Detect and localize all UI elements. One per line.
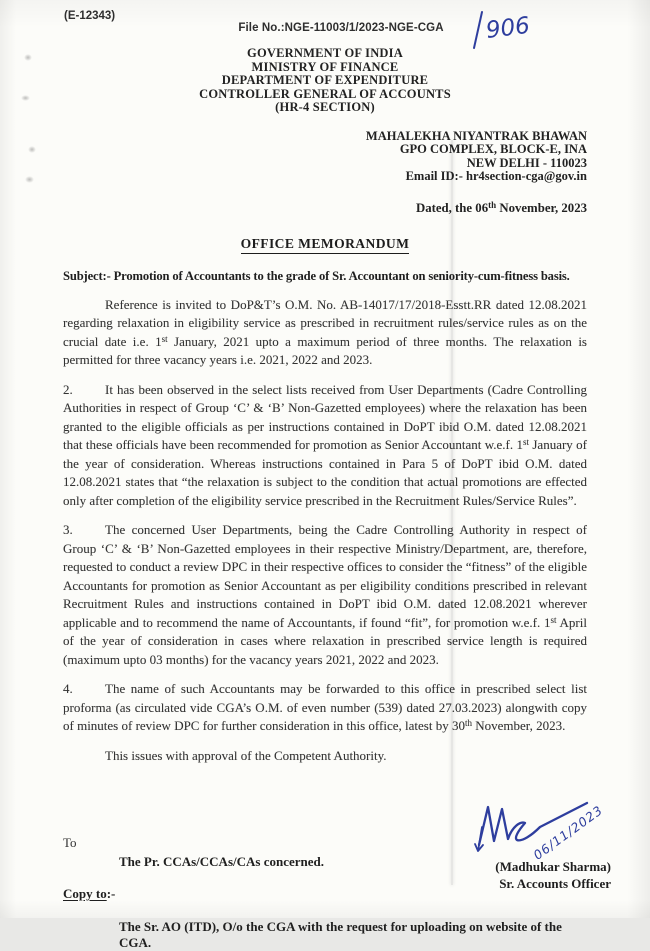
copy-to-label-suffix: :- xyxy=(106,886,116,901)
copy-to-text: The Sr. AO (ITD), O/o the CGA with the request for uploading on website of the CGA. xyxy=(119,919,562,950)
handwritten-file-number xyxy=(471,10,533,57)
file-number: File No.:NGE-11003/1/2023-NGE-CGA xyxy=(238,22,444,34)
org-header-line: CONTROLLER GENERAL OF ACCOUNTS xyxy=(199,86,451,101)
subject-line: Subject:- Promotion of Accountants to the grade of Sr. Accountant on seniority-cum-fitness basis. xyxy=(63,268,570,283)
address-line: MAHALEKHA NIYANTRAK BHAWAN xyxy=(365,128,587,143)
memo-paragraph: 4. The name of such Accountants may be forwarded to this office in prescribed select list proforma (as circulated vide CGA’s O.M. of even number (539) dated 27.03.2023) alongwith copy of minutes of review DPC for further consideration in this office, latest by 30th November, 2023. xyxy=(63,681,587,733)
address-line: NEW DELHI - 110023 xyxy=(466,155,587,170)
address-line: Email ID:- hr4section-cga@gov.in xyxy=(405,169,587,183)
signatory-name: (Madhukar Sharma) xyxy=(495,859,611,874)
ref-code: (E-12343) xyxy=(64,10,116,22)
org-header-line: MINISTRY OF FINANCE xyxy=(251,59,399,74)
signatory-designation: Sr. Accounts Officer xyxy=(499,876,611,891)
signature-block xyxy=(436,799,611,892)
svg-text:906: 906 xyxy=(484,12,532,44)
memo-paragraph: 3. The concerned User Departments, being the Cadre Controlling Authority in respect of Group ‘C’ & ‘B’ Non-Gazetted employees in their respective Ministry/Department, are, therefore, requested to conduct a review DPC in their respective offices to consider the “fitness” of the eligible Accountants for promotion as Senior Accountant as per eligibility conditions prescribed in relevant Recruitment Rules and instructions contained in DoPT ibid O.M. dated 12.08.2021 wherever applicable and to recommend the name of Accountants, if found “fit”, for promotion w.e.f. 1st April of the year of consideration in cases where relaxation in prescribed service length is required (maximum upto 03 months) for the vacancy years 2021, 2022 and 2023. xyxy=(63,522,587,667)
to-label: To xyxy=(63,835,77,850)
org-header xyxy=(63,47,587,115)
paragraph-number: 4. xyxy=(63,681,73,696)
memo-paragraph: Reference is invited to DoP&T’s O.M. No. AB-14017/17/2018-Esstt.RR dated 12.08.2021 regarding relaxation in eligibility service as prescribed in recruitment rules/service rules as on the crucial date i.e. 1st January, 2021 upto a maximum period of three months. The relaxation is permitted for three vacancy years i.e. 2021, 2022 and 2023. xyxy=(63,296,587,367)
copy-to-label: Copy to xyxy=(63,886,107,901)
closing-line: This issues with approval of the Competent Authority. xyxy=(105,747,387,763)
address-block xyxy=(63,130,587,184)
org-header-line: DEPARTMENT OF EXPENDITURE xyxy=(221,73,429,87)
paragraph-number: 3. xyxy=(63,522,73,537)
org-header-line: GOVERNMENT OF INDIA xyxy=(247,46,403,60)
paragraph-number: 2. xyxy=(63,381,73,397)
memo-paragraph: 2. It has been observed in the select lists received from User Departments (Cadre Controlling Authorities in respect of Group ‘C’ & ‘B’ Non-Gazetted employees) where the relaxation has been granted to the eligible officials as per instructions contained in DoPT ibid O.M. dated 12.08.2021 that these officials have been recommended for promotion as Senior Accountant w.e.f. 1st January of the year of consideration. Whereas instructions contained in Para 5 of DoPT ibid O.M. dated 12.08.2021 states that “the relaxation is subject to the condition that actual promotions are effected only after completion of the eligibility service prescribed in the Recruitment Rules/Service Rules”. xyxy=(63,381,587,508)
to-recipient: The Pr. CCAs/CCAs/CAs concerned. xyxy=(119,854,324,869)
footer-section xyxy=(63,802,611,951)
org-header-line: (HR-4 SECTION) xyxy=(275,100,375,114)
handwriting-ink xyxy=(471,10,533,52)
header-top-row xyxy=(63,10,587,42)
handwritten-date: 06/11/2023 xyxy=(530,802,606,863)
memo-title: OFFICE MEMORANDUM xyxy=(241,236,410,254)
address-line: GPO COMPLEX, BLOCK-E, INA xyxy=(399,142,587,156)
date-line: Dated, the 06th November, 2023 xyxy=(415,199,587,215)
body-paragraphs xyxy=(63,296,587,766)
